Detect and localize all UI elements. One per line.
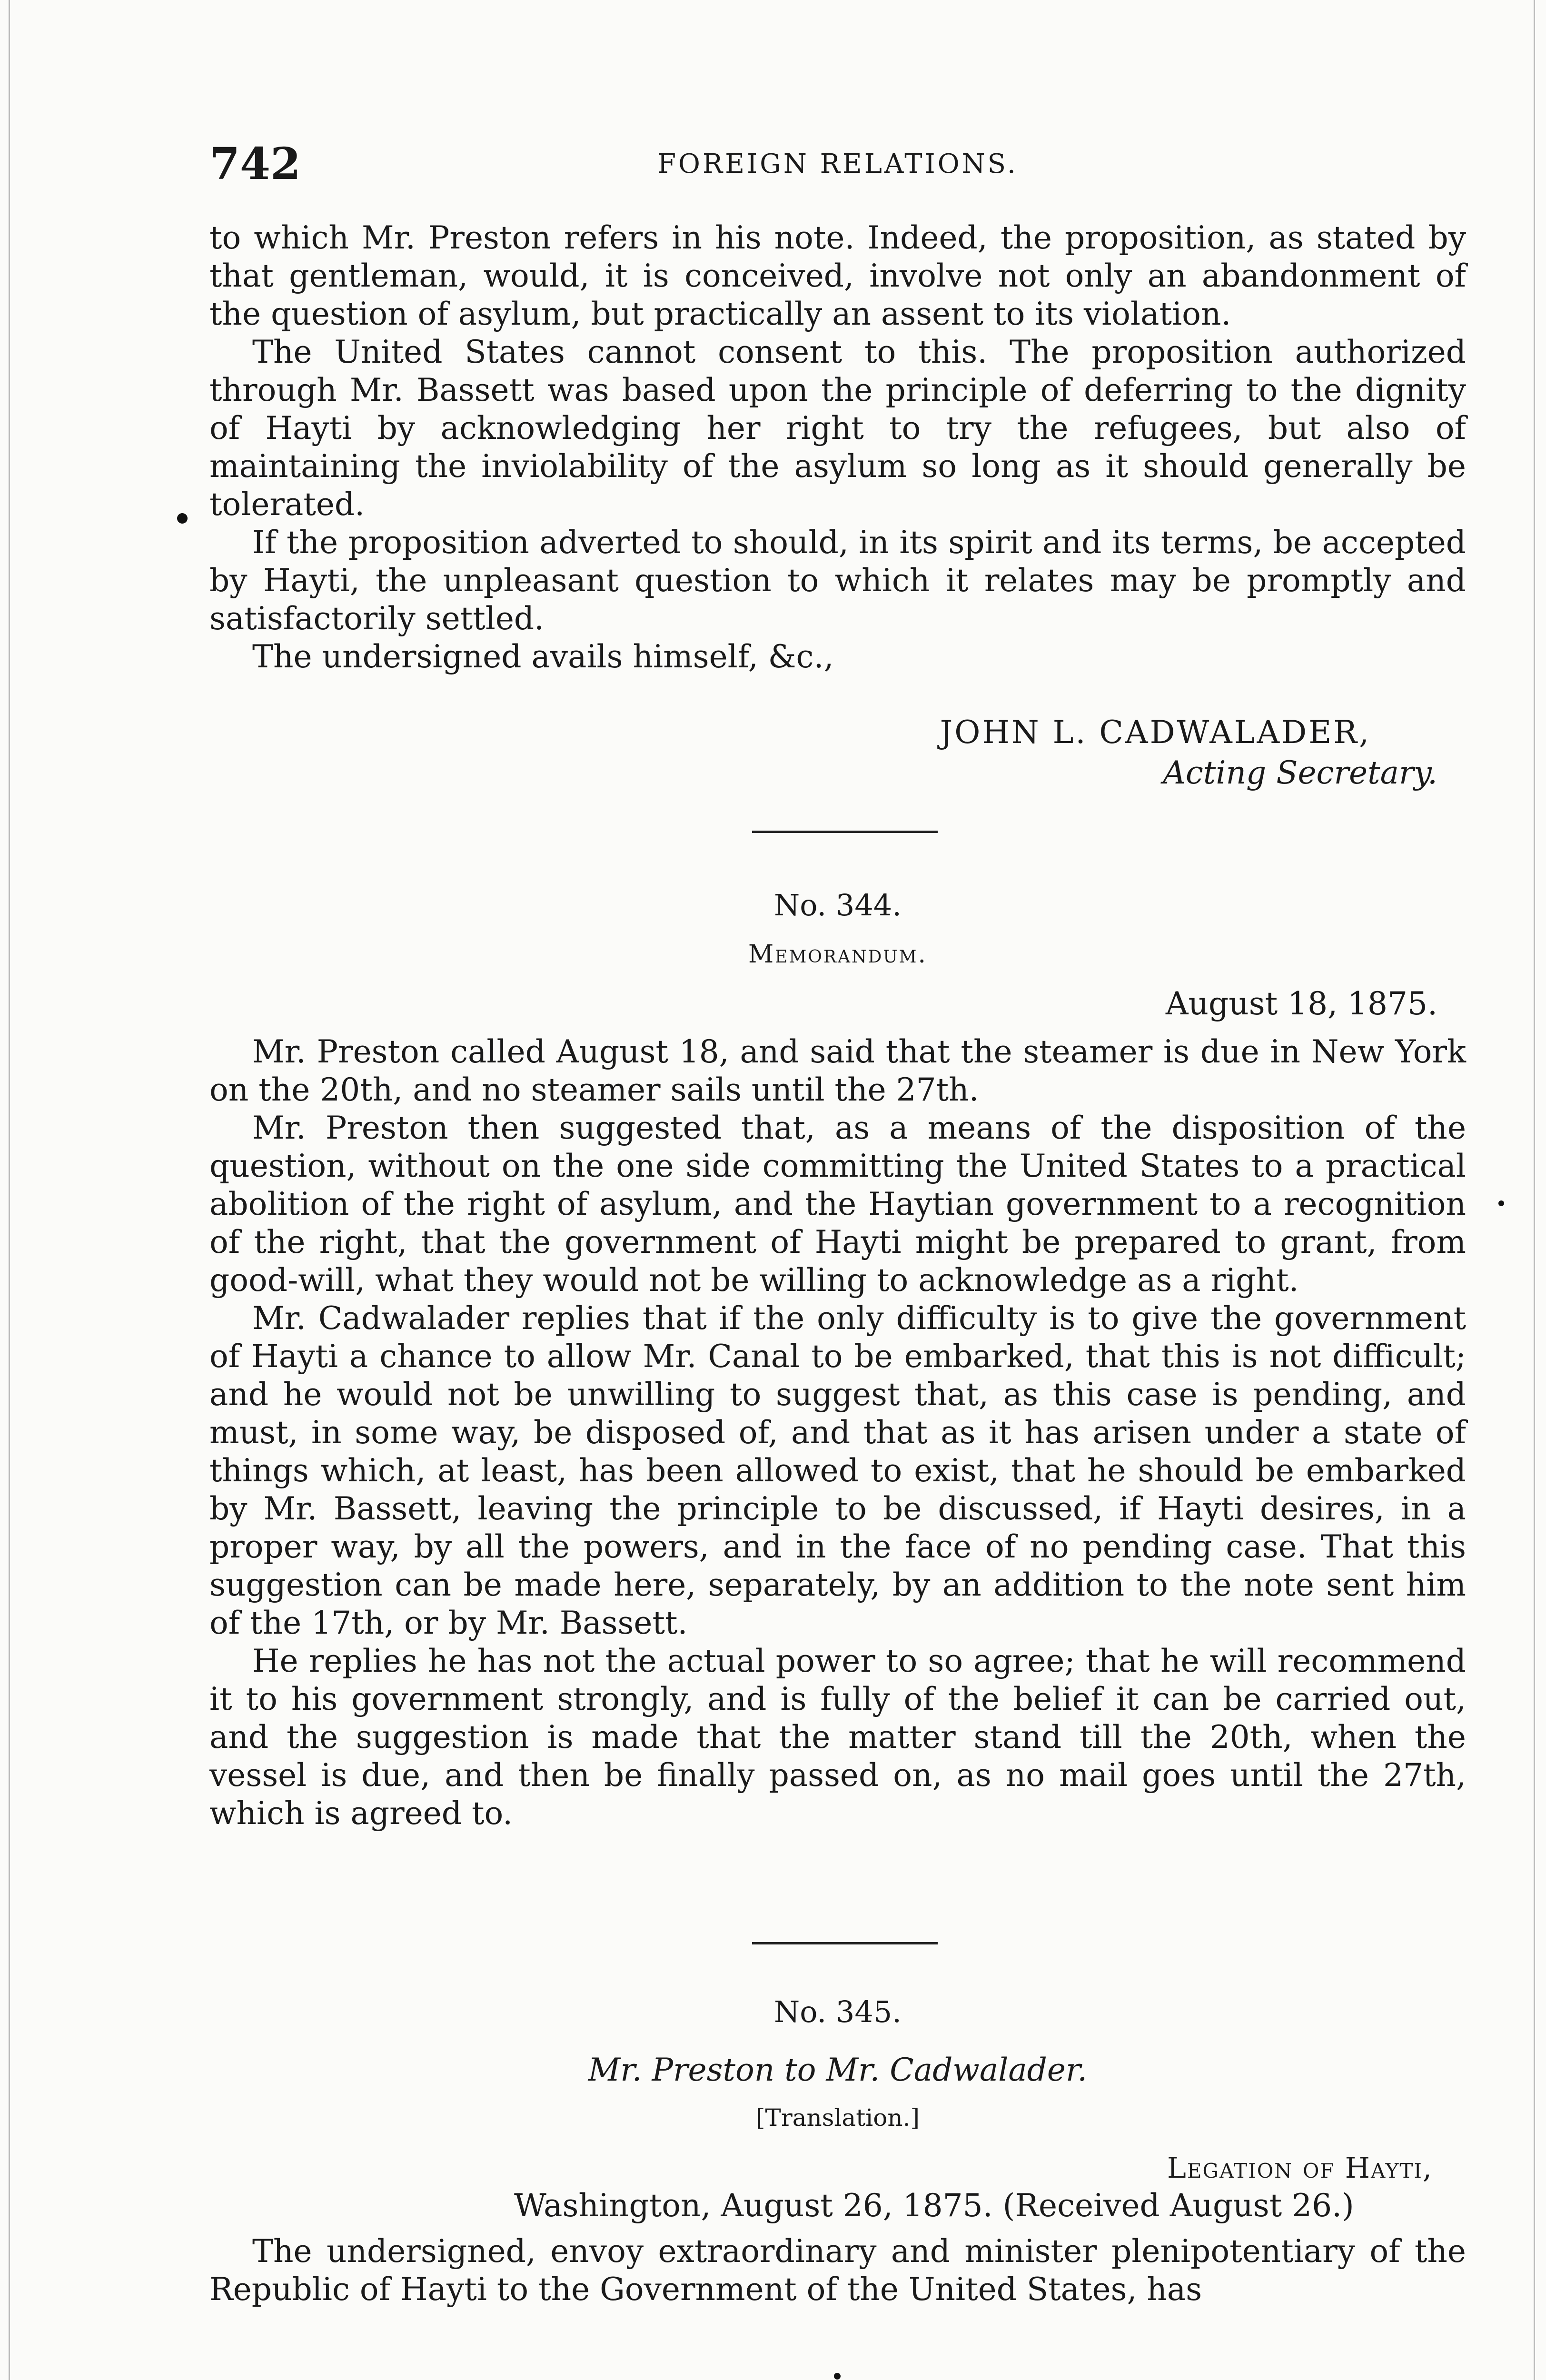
- dateline: Washington, August 26, 1875. (Received August 26.): [514, 2187, 1354, 2224]
- document-number: No. 344.: [774, 888, 902, 922]
- section-2-text: [209, 1033, 1466, 1833]
- left-margin-line: [9, 0, 10, 2380]
- document-heading: Memorandum.: [748, 940, 928, 969]
- signature-title: Acting Secretary.: [1163, 754, 1437, 791]
- paragraph: The United States cannot consent to this. The proposition authorized through Mr. Bassett was based upon the principle of deferring to the dignity of Hayti by acknowledging her right to try the refugees, but also of maintaining the inviolability of the asylum so long as it should generally be tolerated.: [209, 334, 1466, 523]
- paragraph: The undersigned avails himself, &c.,: [252, 638, 834, 675]
- paragraph: Mr. Preston called August 18, and said that the steamer is due in New York on the 20th, and no steamer sails until the 27th.: [209, 1033, 1466, 1108]
- memorandum-date: August 18, 1875.: [1165, 985, 1437, 1022]
- translation-note: [Translation.]: [755, 2104, 920, 2132]
- page-number: 742: [209, 138, 301, 189]
- legation-line: Legation of Hayti,: [1167, 2152, 1433, 2185]
- document-number: No. 345.: [774, 1994, 902, 2029]
- paragraph: If the proposition adverted to should, in its spirit and its terms, be accepted by Hayti, the unpleasant question to which it relates may be promptly and satisfactorily settled.: [209, 524, 1466, 637]
- section-divider: [752, 1942, 938, 1944]
- document-heading: Mr. Preston to Mr. Cadwalader.: [588, 2052, 1088, 2088]
- document-page: [209, 0, 1466, 2380]
- print-speck: [177, 513, 188, 524]
- section-1-text: [209, 219, 1466, 676]
- running-head: FOREIGN RELATIONS.: [657, 149, 1018, 179]
- paragraph: Mr. Cadwalader replies that if the only difficulty is to give the government of Hayti a chance to allow Mr. Canal to be embarked, that this is not difficult; and he would not be unwilling to suggest that, as this case is pending, and must, in some way, be disposed of, and that as it has arisen under a state of things which, at least, has been allowed to exist, that he should be embarked by Mr. Bassett, leaving the principle to be discussed, if Hayti desires, in a proper way, by all the powers, and in the face of no pending case. That this suggestion can be made here, separately, by an addition to the note sent him of the 17th, or by Mr. Bassett.: [209, 1300, 1466, 1641]
- right-margin-line: [1534, 0, 1535, 2380]
- paragraph: The undersigned, envoy extraordinary and minister plenipotentiary of the Republic of Hayti to the Government of the United States, has: [209, 2233, 1466, 2308]
- signature-name: JOHN L. CADWALADER,: [940, 714, 1371, 751]
- page-header: [209, 138, 1466, 195]
- section-divider: [752, 831, 938, 833]
- paragraph: Mr. Preston then suggested that, as a means of the disposition of the question, without on the one side committing the United States to a practical abolition of the right of asylum, and the Haytian government to a recognition of the right, that the government of Hayti might be prepared to grant, from good-will, what they would not be willing to acknowledge as a right.: [209, 1110, 1466, 1299]
- paragraph: He replies he has not the actual power to so agree; that he will recommend it to his government strongly, and is fully of the belief it can be carried out, and the suggestion is made that the matter stand till the 20th, when the vessel is due, and then be finally passed on, as no mail goes until the 27th, which is agreed to.: [209, 1643, 1466, 1832]
- print-speck: [834, 2373, 841, 2380]
- paragraph: to which Mr. Preston refers in his note. Indeed, the proposition, as stated by that gentleman, would, it is conceived, involve not only an abandonment of the question of asylum, but practically an assent to its violation.: [209, 219, 1466, 332]
- section-3-text: [209, 2232, 1466, 2309]
- print-speck: [1498, 1200, 1504, 1206]
